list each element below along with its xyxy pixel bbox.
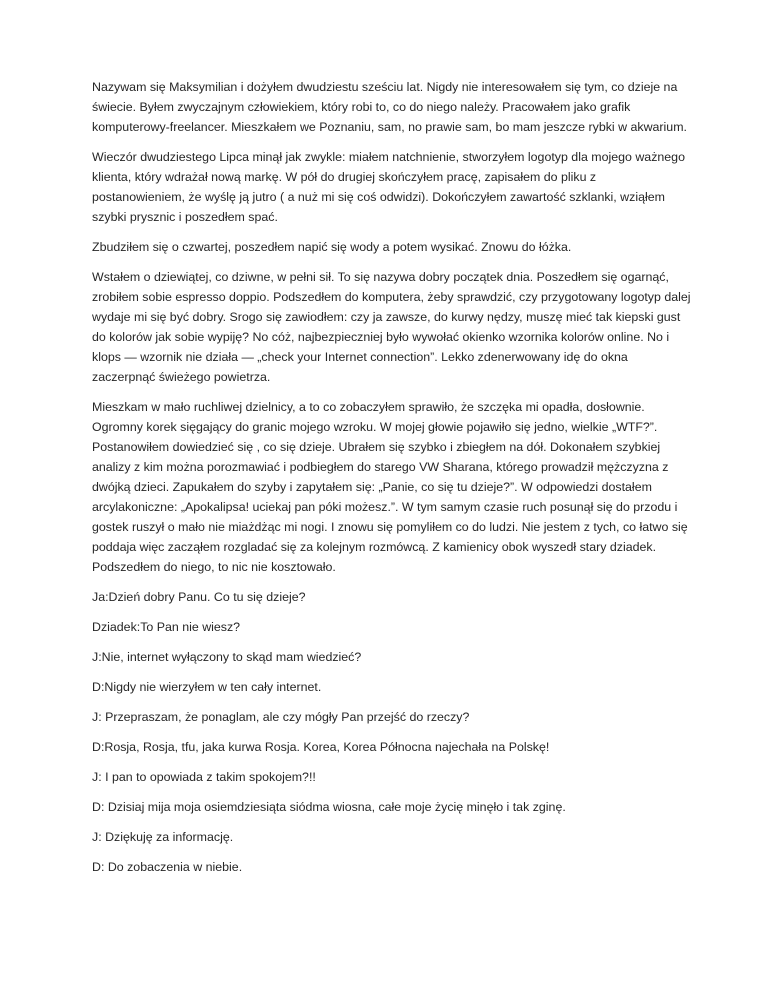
dialogue-line: D: Do zobaczenia w niebie. (92, 860, 243, 874)
dialogue-line: J:Nie, internet wyłączony to skąd mam wiedzieć? (92, 650, 362, 664)
paragraph: Wieczór dwudziestego Lipca minął jak zwykle: miałem natchnienie, stworzyłem logotyp dla mojego ważnego klienta, który wdrażał nową markę. W pół do drugiej skończyłem pracę, zapisałem do pliku z postanowieniem, że wyślę ją jutro ( a nuż mi się coś odwidzi). Dokończyłem zawartość szklanki, wziąłem szybki prysznic i poszedłem spać. (92, 150, 685, 224)
dialogue-line: J: I pan to opowiada z takim spokojem?!! (92, 770, 316, 784)
paragraph: Nazywam się Maksymilian i dożyłem dwudziestu sześciu lat. Nigdy nie interesowałem się tym, co dzieje na świecie. Byłem zwyczajnym człowiekiem, który robi to, co do niego należy. Pracowałem jako grafik komputerowy-freelancer. Mieszkałem we Poznaniu, sam, no prawie sam, bo mam jeszcze rybki w akwarium. (92, 80, 687, 134)
paragraph: Mieszkam w mało ruchliwej dzielnicy, a to co zobaczyłem sprawiło, że szczęka mi opadła, dosłownie. Ogromny korek sięgający do granic mojego wzroku. W mojej głowie pojawiło się jedno, wielkie „WTF?”. Postanowiłem dowiedzieć się , co się dzieje. Ubrałem się szybko i zbiegłem na dół. Dokonałem szybkiej analizy z kim można porozmawiać i podbiegłem do starego VW Sharana, którego prowadził mężczyzna z dwójką dzieci. Zapukałem do szyby i zapytałem się: „Panie, co się tu dzieje?”. W odpowiedzi dostałem arcylakoniczne: „Apokalipsa! uciekaj pan póki możesz.”. W tym samym czasie ruch posunął się do przodu i gostek ruszył o mało nie miażdżąc mi nogi. I znowu się pomyliłem co do ludzi. Nie jestem z tych, co łatwo się poddaja więc zacząłem rozgladać się za kolejnym rozmówcą. Z kamienicy obok wyszedł stary dziadek. Podszedłem do niego, to nic nie kosztowało. (92, 400, 688, 574)
dialogue-line: D:Nigdy nie wierzyłem w ten cały internet. (92, 680, 322, 694)
document-body (92, 77, 692, 887)
paragraph: Zbudziłem się o czwartej, poszedłem napić się wody a potem wysikać. Znowu do łóżka. (92, 240, 572, 254)
dialogue-line: D: Dzisiaj mija moja osiemdziesiąta siódma wiosna, całe moje życię minęło i tak zginę. (92, 800, 566, 814)
dialogue-line: D:Rosja, Rosja, tfu, jaka kurwa Rosja. Korea, Korea Północna najechała na Polskę! (92, 740, 550, 754)
paragraph: Wstałem o dziewiątej, co dziwne, w pełni sił. To się nazywa dobry początek dnia. Poszedłem się ogarnąć, zrobiłem sobie espresso doppio. Podszedłem do komputera, żeby sprawdzić, czy przygotowany logotyp dalej wydaje mi się być dobry. Srogo się zawiodłem: czy ja zawsze, do kurwy nędzy, muszę mieć tak kiepski gust do kolorów jak sobie wypiję? No cóż, najbezpieczniej było wywołać okienko wzornika kolorów online. No i klops — wzornik nie działa — „check your Internet connection”. Lekko zdenerwowany idę do okna zaczerpnąć świeżego powietrza. (92, 270, 691, 384)
dialogue-line: Dziadek:To Pan nie wiesz? (92, 620, 241, 634)
dialogue-line: J: Przepraszam, że ponaglam, ale czy mógły Pan przejść do rzeczy? (92, 710, 470, 724)
dialogue-line: J: Dziękuję za informację. (92, 830, 234, 844)
dialogue-line: Ja:Dzień dobry Panu. Co tu się dzieje? (92, 590, 306, 604)
